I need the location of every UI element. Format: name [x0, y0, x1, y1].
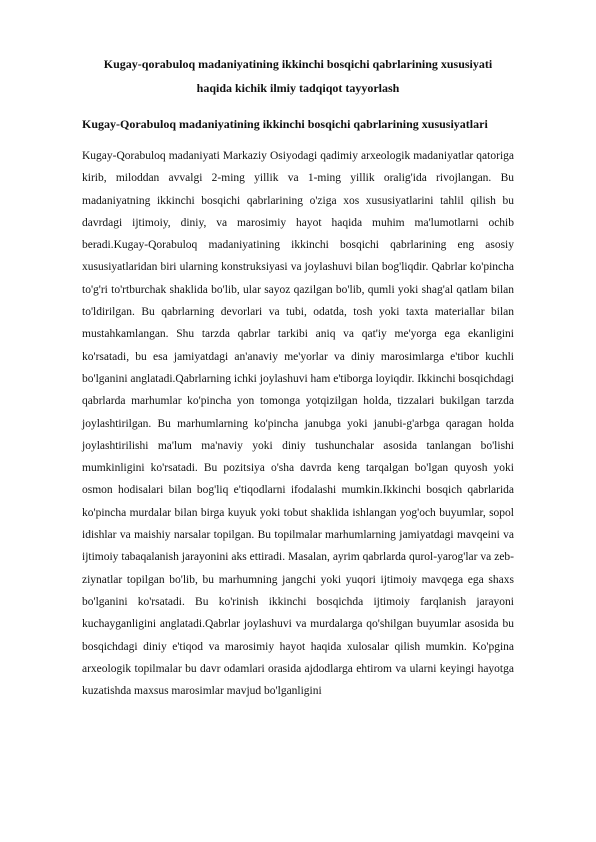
document-title: Kugay-qorabuloq madaniyatining ikkinchi bosqichi qabrlarining xususiyati haqida kichik ilmiy tadqiqot tayyorlash: [103, 57, 493, 95]
section-heading: Kugay-Qorabuloq madaniyatining ikkinchi bosqichi qabrlarining xususiyatlari: [82, 117, 488, 131]
body-paragraph: Kugay-Qorabuloq madaniyati Markaziy Osiyodagi qadimiy arxeologik madaniyatlar qatoriga kirib, miloddan avvalgi 2-ming yillik va 1-ming yillik oralig'ida rivojlangan. Bu madaniyatning ikkinchi bosqichi qabrlarining o'ziga xos xususiyatlarini tahlil qilish bu davrdagi ijtimoiy, diniy, va marosimiy hayot haqida muhim ma'lumotlarni ochib beradi.Kugay-Qorabuloq madaniyatining ikkinchi bosqichi qabrlarining eng asosiy xususiyatlaridan biri ularning konstruksiyasi va joylashuvi bilan bog'liqdir. Qabrlar ko'pincha to'g'ri to'rtburchak shaklida bo'lib, ular sayoz qazilgan bo'lib, qumli yoki shag'al qatlam bilan to'ldirilgan. Bu qabrlarning devorlari va tubi, odatda, tosh yoki taxta materiallar bilan mustahkamlangan. Shu tarzda qabrlar tarkibi aniq va qat'iy me'yorga ega ekanligini ko'rsatadi, bu esa jamiyatdagi an'anaviy me'yorlar va diniy marosimlarga e'tibor kuchli bo'lganini anglatadi.Qabrlarning ichki joylashuvi ham e'tiborga loyiqdir. Ikkinchi bosqichdagi qabrlarda marhumlar ko'pincha yon tomonga yotqizilgan holda, tizzalari bukilgan tarzda joylashtirilgan. Bu marhumlarning ko'pincha janubga yoki janubi-g'arbga qaragan holda joylashtirilishi ma'lum ma'naviy yoki diniy tushunchalar asosida tanlangan bo'lishi mumkinligini ko'rsatadi. Bu pozitsiya o'sha davrda keng tarqalgan bo'lgan quyosh yoki osmon hodisalari bilan bog'liq e'tiqodlarni ifodalashi mumkin.Ikkinchi bosqich qabrlarida ko'pincha murdalar bilan birga kuyuk yoki tobut shaklida ishlangan yog'och buyumlar, sopol idishlar va maishiy narsalar topilgan. Bu topilmalar marhumlarning jamiyatdagi mavqeini va ijtimoiy tabaqalanish jarayonini aks ettiradi. Masalan, ayrim qabrlarda qurol-yarog'lar va zeb-ziynatlar topilgan bo'lib, bu marhumning jangchi yoki yuqori ijtimoiy mavqega ega shaxs bo'lganini ko'rsatadi. Bu ko'rinish ikkinchi bosqichda ijtimoiy farqlanish jarayoni kuchayganligini anglatadi.Qabrlar joylashuvi va murdalarga qo'shilgan buyumlar asosida bu bosqichdagi diniy e'tiqod va marosimiy hayot haqida xulosalar qilish mumkin. Ko'pgina arxeologik topilmalar bu davr odamlari orasida ajdodlarga ehtirom va ularni keyingi hayotga kuzatishda maxsus marosimlar mavjud bo'lganligini: [82, 150, 514, 698]
